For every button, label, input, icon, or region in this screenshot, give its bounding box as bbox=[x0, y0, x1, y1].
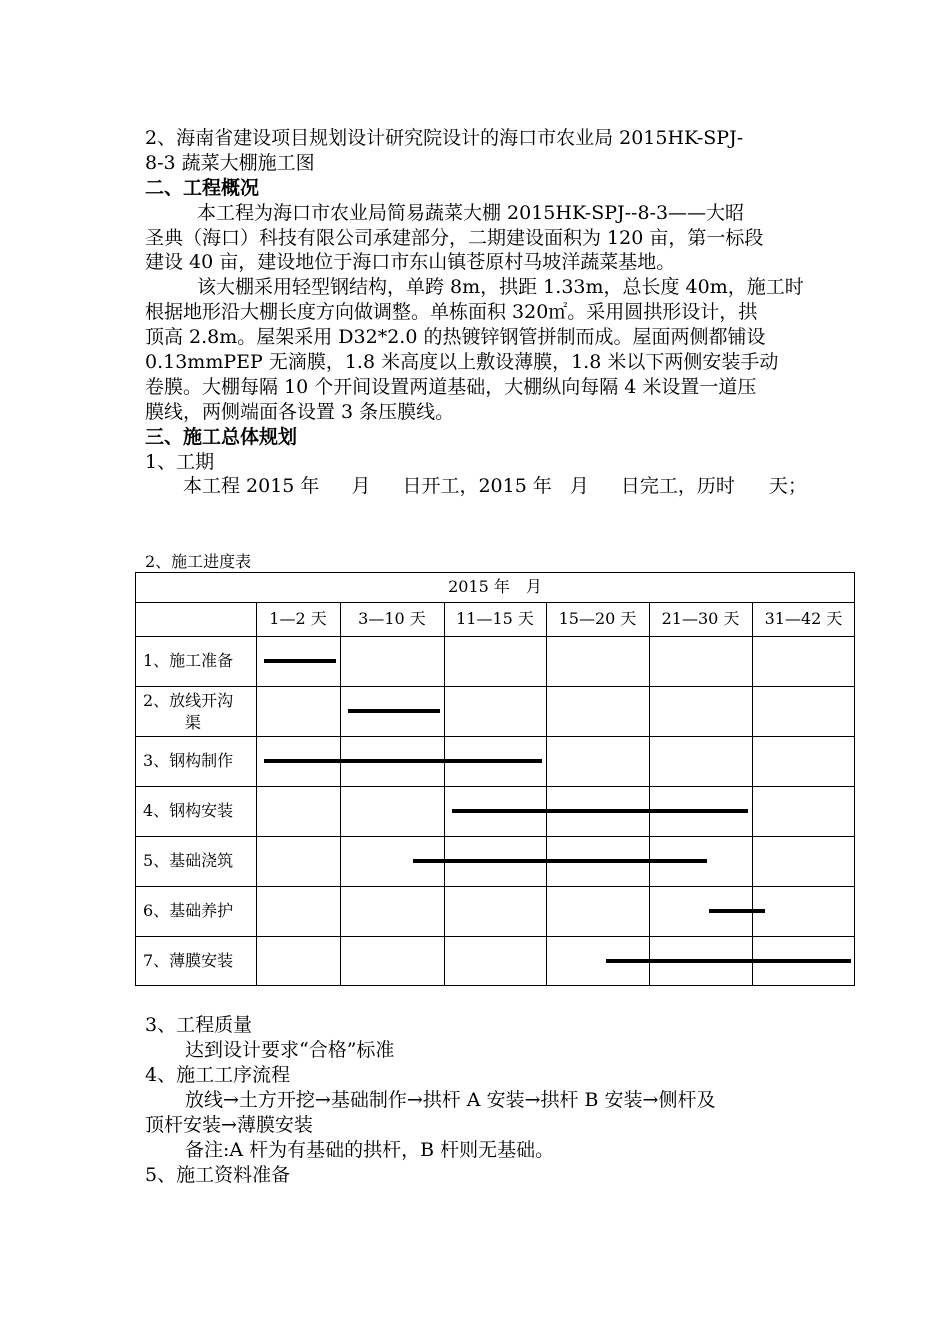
schedule-text-b: 月 bbox=[351, 475, 371, 497]
schedule-table bbox=[135, 572, 855, 986]
overview-p2-line2: 根据地形沿大棚长度方向做调整。单栋面积 320㎡。采用圆拱形设计，拱 bbox=[145, 301, 758, 323]
overview-p2-line6: 膜线，两侧端面各设置 3 条压膜线。 bbox=[145, 401, 455, 423]
table-row-divider bbox=[135, 886, 855, 887]
overview-p1-line2: 圣典（海口）科技有限公司承建部分，二期建设面积为 120 亩，第一标段 bbox=[145, 227, 764, 249]
column-header: 21—30 天 bbox=[661, 609, 740, 628]
overview-p2-line3: 顶高 2.8m。屋架采用 D32*2.0 的热镀锌钢管拼制而成。屋面两侧都铺设 bbox=[145, 326, 766, 348]
column-header: 1—2 天 bbox=[269, 609, 327, 628]
task-label: 5、基础浇筑 bbox=[143, 851, 234, 870]
subsection-5-title: 5、施工资料准备 bbox=[145, 1164, 291, 1186]
task-duration-bar bbox=[264, 659, 336, 663]
overview-p2-line1: 该大棚采用轻型钢结构，单跨 8m，拱距 1.33m，总长度 40m，施工时 bbox=[197, 276, 804, 298]
schedule-text-c: 日开工，2015 年 bbox=[402, 475, 552, 497]
table-row-divider bbox=[135, 786, 855, 787]
task-label: 2、放线开沟 bbox=[143, 691, 234, 710]
schedule-text-a: 本工程 2015 年 bbox=[183, 475, 320, 497]
table-column-divider bbox=[649, 602, 650, 986]
task-label: 7、薄膜安装 bbox=[143, 951, 234, 970]
task-duration-bar bbox=[606, 959, 852, 963]
subsection-1-title: 1、工期 bbox=[145, 451, 215, 473]
overview-p1-line1: 本工程为海口市农业局简易蔬菜大棚 2015HK-SPJ--8-3——大昭 bbox=[197, 202, 745, 224]
reference-2-line2: 8-3 蔬菜大棚施工图 bbox=[145, 152, 315, 174]
overview-p1-line3: 建设 40 亩，建设地位于海口市东山镇苍原村马坡洋蔬菜基地。 bbox=[145, 251, 676, 273]
column-header: 3—10 天 bbox=[358, 609, 426, 628]
reference-2-line1: 2、海南省建设项目规划设计研究院设计的海口市农业局 2015HK-SPJ- bbox=[145, 127, 744, 149]
task-label: 3、钢构制作 bbox=[143, 751, 234, 770]
task-duration-bar bbox=[348, 709, 440, 713]
task-label: 1、施工准备 bbox=[143, 651, 234, 670]
table-row-divider bbox=[135, 736, 855, 737]
schedule-text-f: 天； bbox=[768, 475, 807, 497]
task-duration-bar bbox=[709, 909, 766, 913]
table-column-divider bbox=[340, 602, 341, 986]
task-duration-bar bbox=[413, 859, 707, 863]
schedule-text-e: 日完工，历时 bbox=[620, 475, 735, 497]
task-duration-bar bbox=[264, 759, 542, 763]
workflow-line2: 顶杆安装→薄膜安装 bbox=[145, 1114, 313, 1136]
quality-standard: 达到设计要求“合格”标准 bbox=[185, 1039, 395, 1061]
table-column-divider bbox=[444, 602, 445, 986]
table-header-month: 2015 年 月 bbox=[448, 577, 542, 596]
task-label: 6、基础养护 bbox=[143, 901, 234, 920]
schedule-text-d: 月 bbox=[569, 475, 589, 497]
schedule-sentence bbox=[183, 474, 807, 498]
table-row-divider bbox=[135, 602, 855, 603]
subsection-4-title: 4、施工工序流程 bbox=[145, 1064, 291, 1086]
column-header: 31—42 天 bbox=[764, 609, 843, 628]
subsection-3-title: 3、工程质量 bbox=[145, 1014, 253, 1036]
overview-p2-line4: 0.13mmPEP 无滴膜，1.8 米高度以上敷设薄膜，1.8 米以下两侧安装手动 bbox=[145, 351, 779, 373]
column-header: 11—15 天 bbox=[456, 609, 534, 628]
table-row-divider bbox=[135, 936, 855, 937]
task-label-continued: 渠 bbox=[185, 713, 202, 732]
table-column-divider bbox=[256, 602, 257, 986]
subsection-2-title: 2、施工进度表 bbox=[145, 552, 252, 571]
workflow-note: 备注:A 杆为有基础的拱杆，B 杆则无基础。 bbox=[185, 1139, 555, 1161]
table-row-divider bbox=[135, 636, 855, 637]
task-duration-bar bbox=[452, 809, 748, 813]
table-frame bbox=[135, 572, 855, 986]
table-column-divider bbox=[752, 602, 753, 986]
task-label: 4、钢构安装 bbox=[143, 801, 234, 820]
section-heading-2: 二、工程概况 bbox=[145, 177, 260, 199]
workflow-line1: 放线→土方开挖→基础制作→拱杆 A 安装→拱杆 B 安装→侧杆及 bbox=[185, 1089, 716, 1111]
section-heading-3: 三、施工总体规划 bbox=[145, 426, 298, 448]
table-column-divider bbox=[546, 602, 547, 986]
table-row-divider bbox=[135, 836, 855, 837]
table-row-divider bbox=[135, 686, 855, 687]
overview-p2-line5: 卷膜。大棚每隔 10 个开间设置两道基础，大棚纵向每隔 4 米设置一道压 bbox=[145, 376, 757, 398]
column-header: 15—20 天 bbox=[558, 609, 637, 628]
